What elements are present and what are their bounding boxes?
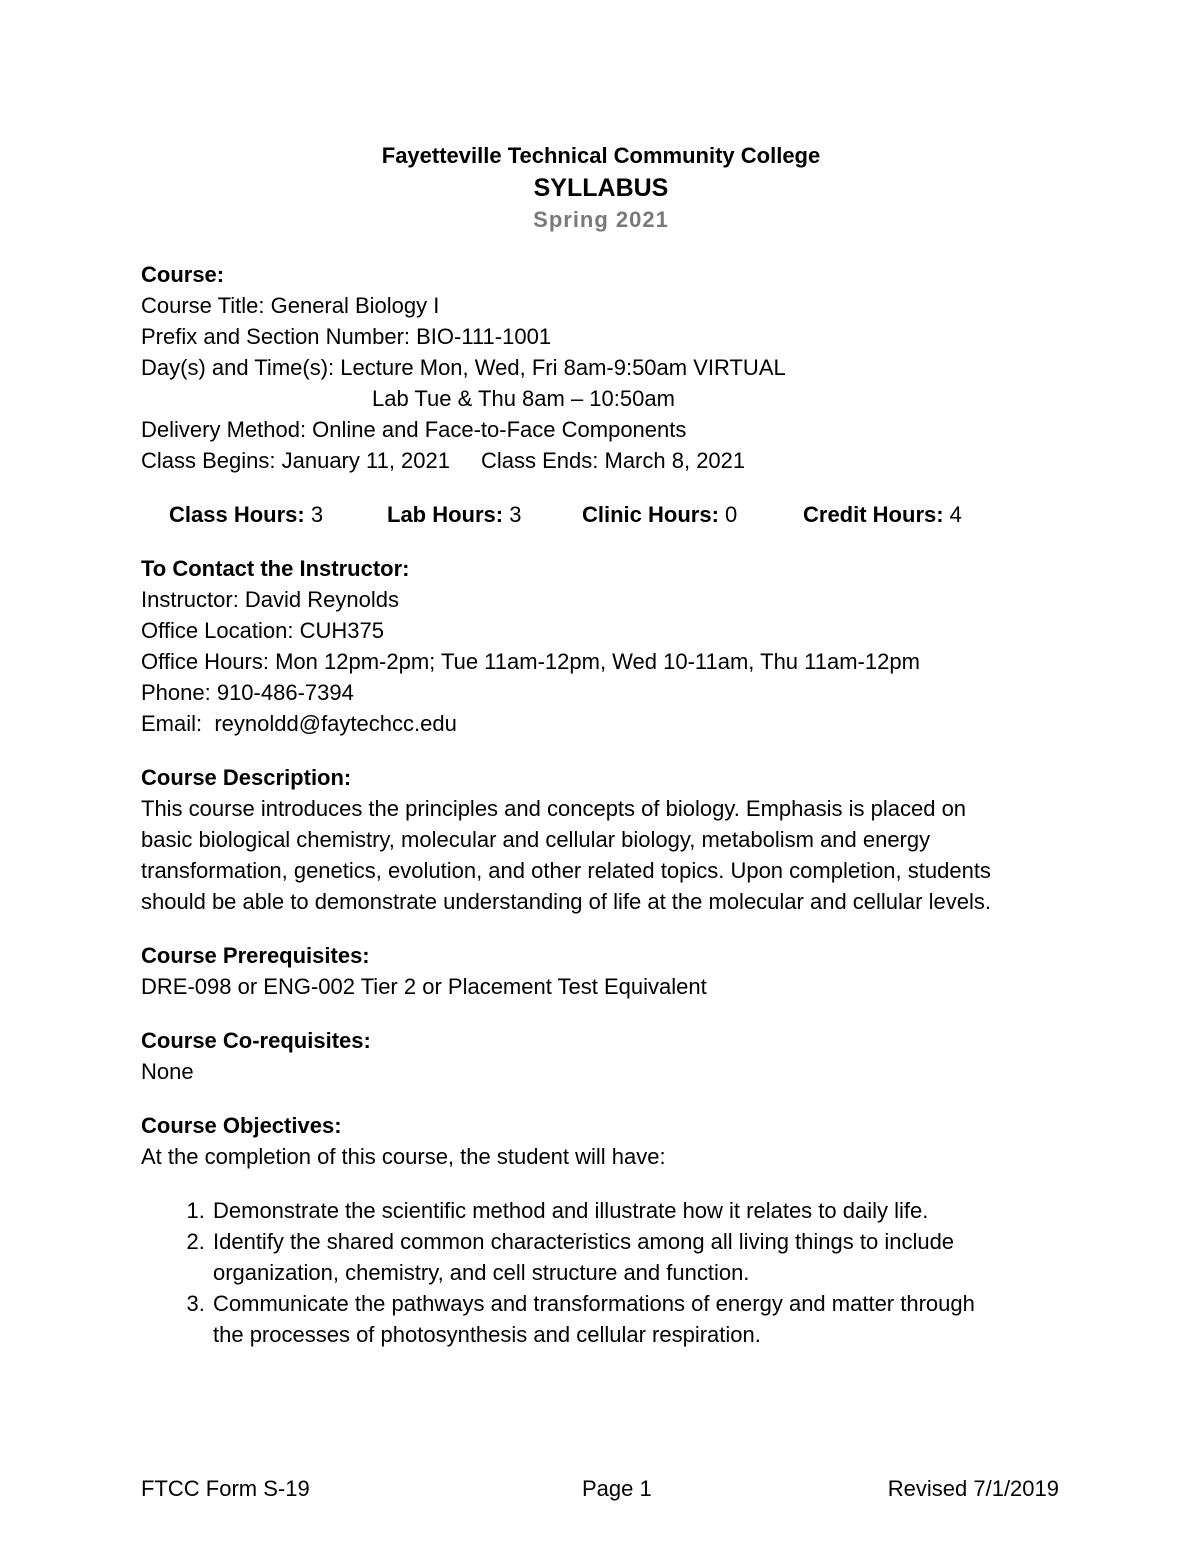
description-section <box>141 762 1061 917</box>
objective-text: 2. Identify the shared common characteristics among all living things to include <box>213 1229 955 1254</box>
clinic-hours <box>582 499 803 530</box>
clinic-hours-label: Clinic Hours: <box>582 502 719 527</box>
description-line: should be able to demonstrate understanding of life at the molecular and cellular levels. <box>141 889 991 914</box>
college-name: Fayetteville Technical Community College <box>381 143 821 168</box>
objective-item <box>211 1226 1061 1288</box>
prerequisites-section <box>141 940 1061 1002</box>
objective-text: organization, chemistry, and cell structure and function. <box>213 1260 750 1285</box>
course-section <box>141 259 1061 476</box>
prerequisites-text: DRE-098 or ENG-002 Tier 2 or Placement Test Equivalent <box>141 974 707 999</box>
contact-section <box>141 553 1061 739</box>
credit-hours-label: Credit Hours: <box>803 502 944 527</box>
description-line: transformation, genetics, evolution, and other related topics. Upon completion, students <box>141 858 991 883</box>
lab-times-line: Lab Tue & Thu 8am – 10:50am <box>372 386 675 411</box>
objective-item <box>211 1195 1061 1226</box>
description-line: This course introduces the principles and concepts of biology. Emphasis is placed on <box>141 796 967 821</box>
objectives-intro: At the completion of this course, the student will have: <box>141 1144 666 1169</box>
contact-heading: To Contact the Instructor: <box>141 556 410 581</box>
description-line: basic biological chemistry, molecular and cellular biology, metabolism and energy <box>141 827 931 852</box>
course-title-line: Course Title: General Biology I <box>141 293 440 318</box>
objective-item <box>211 1288 1061 1350</box>
lab-hours <box>387 499 582 530</box>
corequisites-heading: Course Co-requisites: <box>141 1028 371 1053</box>
hours-row <box>141 499 1061 530</box>
office-hours-line: Office Hours: Mon 12pm-2pm; Tue 11am-12pm, Wed 10-11am, Thu 11am-12pm <box>141 649 920 674</box>
corequisites-text: None <box>141 1059 194 1084</box>
class-dates-line <box>141 445 1061 476</box>
phone-line: Phone: 910-486-7394 <box>141 680 354 705</box>
instructor-line: Instructor: David Reynolds <box>141 587 399 612</box>
document-header <box>141 140 1061 236</box>
revised-date: Revised 7/1/2019 <box>887 1476 1059 1501</box>
class-hours-value: 3 <box>304 502 324 527</box>
description-heading: Course Description: <box>141 765 352 790</box>
term-label: Spring 2021 <box>533 207 669 232</box>
course-heading: Course: <box>141 262 225 287</box>
objectives-section <box>141 1110 1061 1350</box>
prefix-section-line: Prefix and Section Number: BIO-111-1001 <box>141 324 552 349</box>
lab-hours-label: Lab Hours: <box>387 502 504 527</box>
credit-hours <box>803 499 962 530</box>
prerequisites-heading: Course Prerequisites: <box>141 943 370 968</box>
clinic-hours-value: 0 <box>718 502 738 527</box>
delivery-method-line: Delivery Method: Online and Face-to-Face Components <box>141 417 687 442</box>
credit-hours-value: 4 <box>943 502 962 527</box>
class-hours <box>169 499 387 530</box>
class-begins: Class Begins: January 11, 2021 <box>141 448 450 473</box>
page-number: Page 1 <box>582 1476 652 1501</box>
email-line: Email: reynoldd@faytechcc.edu <box>141 711 457 736</box>
corequisites-section <box>141 1025 1061 1087</box>
document-title: SYLLABUS <box>533 174 669 202</box>
class-ends: Class Ends: March 8, 2021 <box>481 448 746 473</box>
objective-text: 1. Demonstrate the scientific method and illustrate how it relates to daily life. <box>213 1198 929 1223</box>
objectives-heading: Course Objectives: <box>141 1113 342 1138</box>
page-content <box>141 140 1061 1350</box>
form-number: FTCC Form S-19 <box>141 1476 310 1501</box>
objectives-list <box>141 1195 1061 1350</box>
objective-text: 3. Communicate the pathways and transformations of energy and matter through <box>213 1291 975 1316</box>
office-location-line: Office Location: CUH375 <box>141 618 384 643</box>
lab-hours-value: 3 <box>503 502 522 527</box>
days-times-line: Day(s) and Time(s): Lecture Mon, Wed, Fri 8am-9:50am VIRTUAL <box>141 355 786 380</box>
class-hours-label: Class Hours: <box>169 502 305 527</box>
objective-text: the processes of photosynthesis and cellular respiration. <box>213 1322 761 1347</box>
